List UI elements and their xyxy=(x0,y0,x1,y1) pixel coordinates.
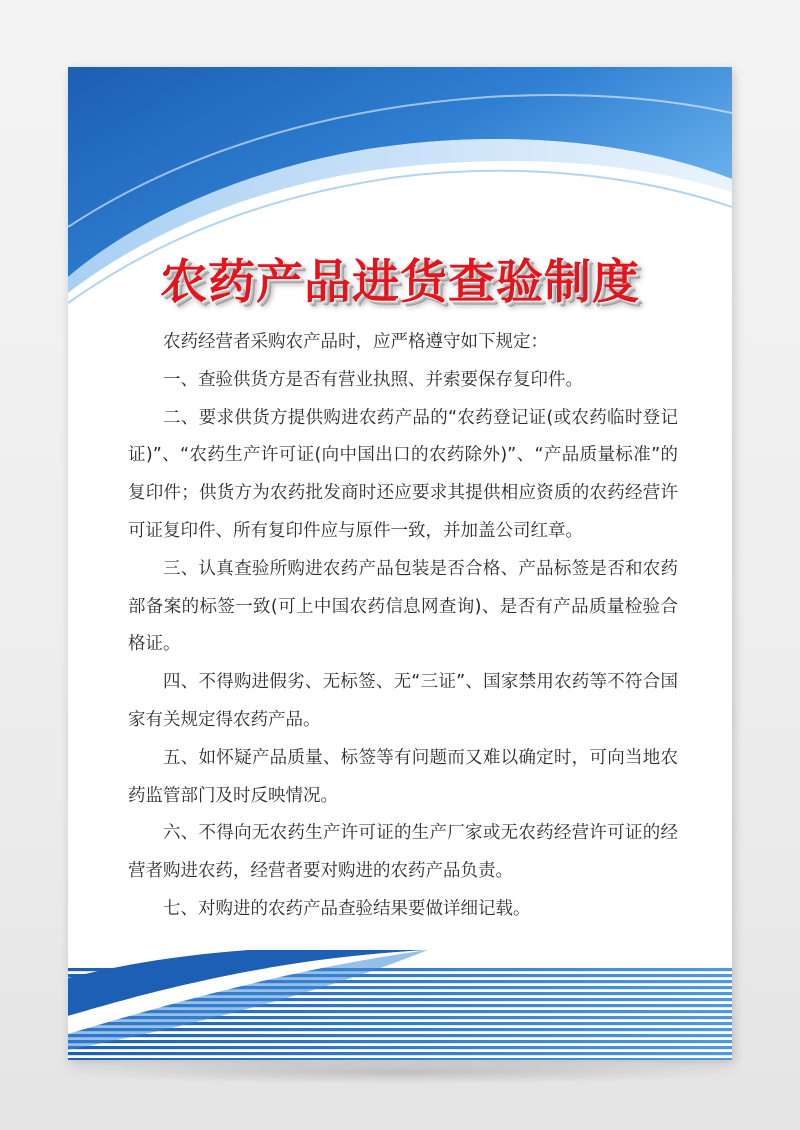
bottom-stripe-decoration xyxy=(68,950,732,1060)
top-wave-decoration xyxy=(68,67,732,357)
rule-7-paragraph: 七、对购进的农药产品查验结果要做详细记载。 xyxy=(163,898,531,919)
document-title: 农药产品进货查验制度 xyxy=(160,255,640,310)
intro-paragraph: 农药经营者采购农产品时，应严格遵守如下规定： xyxy=(163,332,548,352)
poster xyxy=(68,67,732,1060)
floor-shadow xyxy=(40,1060,760,1084)
document-body xyxy=(128,324,678,929)
rule-6-paragraph: 六、不得向无农药生产许可证的生产厂家或无农药经营许可证的经营者购进农药，经营者要对购进的农药产品负责。 xyxy=(128,823,678,882)
rule-4-paragraph: 四、不得购进假劣、无标签、无“三证”、国家禁用农药等不符合国家有关规定得农药产品。 xyxy=(128,672,678,730)
rule-5-paragraph: 五、如怀疑产品质量、标签等有问题而又难以确定时，可向当地农药监管部门及时反映情况。 xyxy=(128,747,678,806)
rule-2-paragraph: 二、要求供货方提供购进农药产品的“农药登记证(或农药临时登记证)”、“农药生产许可证(向中国出口的农药除外)”、“产品质量标准”的复印件；供货方为农药批发商时还应要求其提供相应资质的农药经营许可证复印件、所有复印件应与原件一致，并加盖公司红章。 xyxy=(128,407,678,541)
rule-1-paragraph: 一、查验供货方是否有营业执照、并索要保存复印件。 xyxy=(163,369,583,390)
rule-3-paragraph: 三、认真查验所购进农药产品包装是否合格、产品标签是否和农药部备案的标签一致(可上中国农药信息网查询)、是否有产品质量检验合格证。 xyxy=(128,558,678,655)
